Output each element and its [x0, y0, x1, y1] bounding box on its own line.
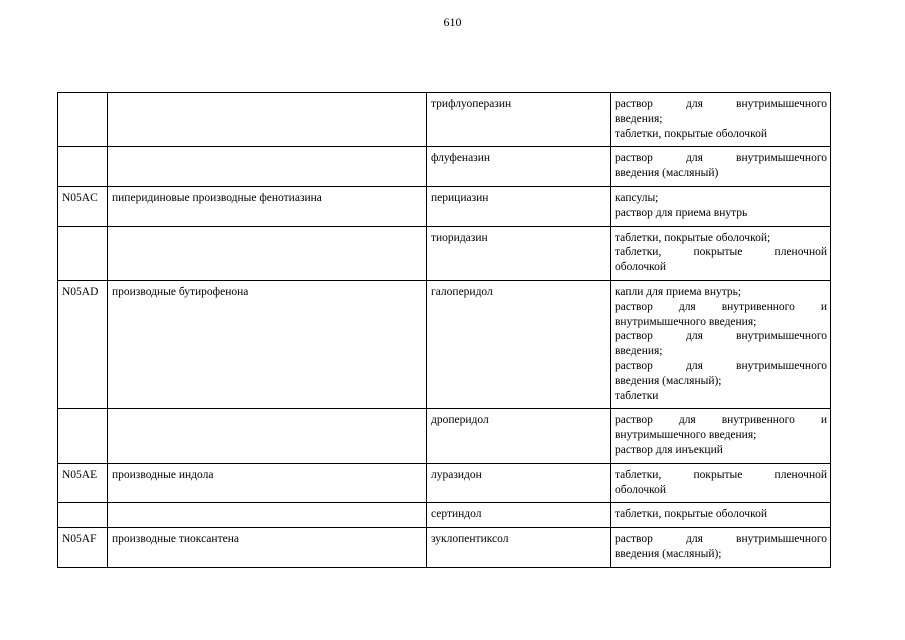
table-row [58, 409, 831, 463]
dosage-form-line: внутримышечного введения; [615, 315, 757, 328]
dosage-form-cell [611, 503, 831, 528]
dosage-form-line: таблетки, покрытые пленочной [615, 468, 827, 481]
dosage-form-line: таблетки, покрытые пленочной [615, 246, 827, 259]
drug-name-cell: флуфеназин [427, 147, 611, 187]
drug-name-cell: зуклопентиксол [427, 528, 611, 568]
page-number: 610 [443, 15, 462, 29]
dosage-form-line: введения; [615, 112, 663, 125]
atc-group-cell: производные бутирофенона [108, 280, 427, 408]
dosage-form-cell [611, 528, 831, 568]
dosage-form-line: таблетки, покрытые оболочкой [615, 508, 767, 521]
dosage-form-line: раствор для внутривенного и [615, 300, 827, 313]
table-row [58, 528, 831, 568]
dosage-form-cell [611, 409, 831, 463]
atc-group-cell: производные тиоксантена [108, 528, 427, 568]
drug-name-cell: сертиндол [427, 503, 611, 528]
drug-name-cell: трифлуоперазин [427, 93, 611, 147]
drug-name-cell: перициазин [427, 186, 611, 226]
dosage-form-line: капли для приема внутрь; [615, 285, 742, 298]
dosage-form-cell [611, 147, 831, 187]
dosage-form-line: оболочкой [615, 261, 667, 274]
dosage-form-line: введения; [615, 345, 663, 358]
dosage-form-line: раствор для внутривенного и [615, 414, 827, 427]
dosage-form-line: внутримышечного введения; [615, 429, 757, 442]
atc-code-cell: N05AE [58, 463, 108, 503]
dosage-form-line: раствор для внутримышечного [615, 533, 827, 546]
drug-name-cell: галоперидол [427, 280, 611, 408]
atc-group-cell [108, 226, 427, 280]
atc-code-cell [58, 503, 108, 528]
dosage-form-cell [611, 280, 831, 408]
drug-name-cell: луразидон [427, 463, 611, 503]
dosage-form-line: раствор для внутримышечного [615, 330, 827, 343]
dosage-form-line: раствор для внутримышечного [615, 98, 827, 110]
dosage-form-line: раствор для приема внутрь [615, 206, 748, 219]
drug-name-cell: дроперидол [427, 409, 611, 463]
dosage-form-cell [611, 226, 831, 280]
dosage-form-cell [611, 93, 831, 147]
atc-group-cell: производные индола [108, 463, 427, 503]
atc-group-cell [108, 409, 427, 463]
dosage-form-line: раствор для внутримышечного [615, 359, 827, 372]
dosage-form-line: введения (масляный) [615, 167, 719, 180]
atc-group-cell [108, 147, 427, 187]
dosage-form-line: таблетки, покрытые оболочкой [615, 127, 767, 140]
atc-group-cell [108, 93, 427, 147]
atc-code-cell [58, 147, 108, 187]
dosage-form-line: таблетки [615, 389, 659, 402]
dosage-form-line: раствор для инъекций [615, 443, 723, 456]
table-row [58, 186, 831, 226]
table-row [58, 147, 831, 187]
drug-name-cell: тиоридазин [427, 226, 611, 280]
atc-code-cell [58, 93, 108, 147]
atc-group-cell [108, 503, 427, 528]
table-row [58, 93, 831, 147]
table-row [58, 226, 831, 280]
drug-table [57, 92, 831, 568]
dosage-form-line: таблетки, покрытые оболочкой; [615, 231, 771, 244]
atc-code-cell: N05AD [58, 280, 108, 408]
table-row [58, 280, 831, 408]
atc-code-cell [58, 226, 108, 280]
dosage-form-cell [611, 186, 831, 226]
dosage-form-line: введения (масляный); [615, 374, 722, 387]
dosage-form-line: раствор для внутримышечного [615, 152, 827, 165]
atc-code-cell: N05AC [58, 186, 108, 226]
dosage-form-cell [611, 463, 831, 503]
table-row [58, 463, 831, 503]
table-row [58, 503, 831, 528]
dosage-form-line: оболочкой [615, 483, 667, 496]
dosage-form-line: капсулы; [615, 191, 659, 204]
dosage-form-line: введения (масляный); [615, 547, 722, 560]
atc-code-cell: N05AF [58, 528, 108, 568]
atc-code-cell [58, 409, 108, 463]
atc-group-cell: пиперидиновые производные фенотиазина [108, 186, 427, 226]
